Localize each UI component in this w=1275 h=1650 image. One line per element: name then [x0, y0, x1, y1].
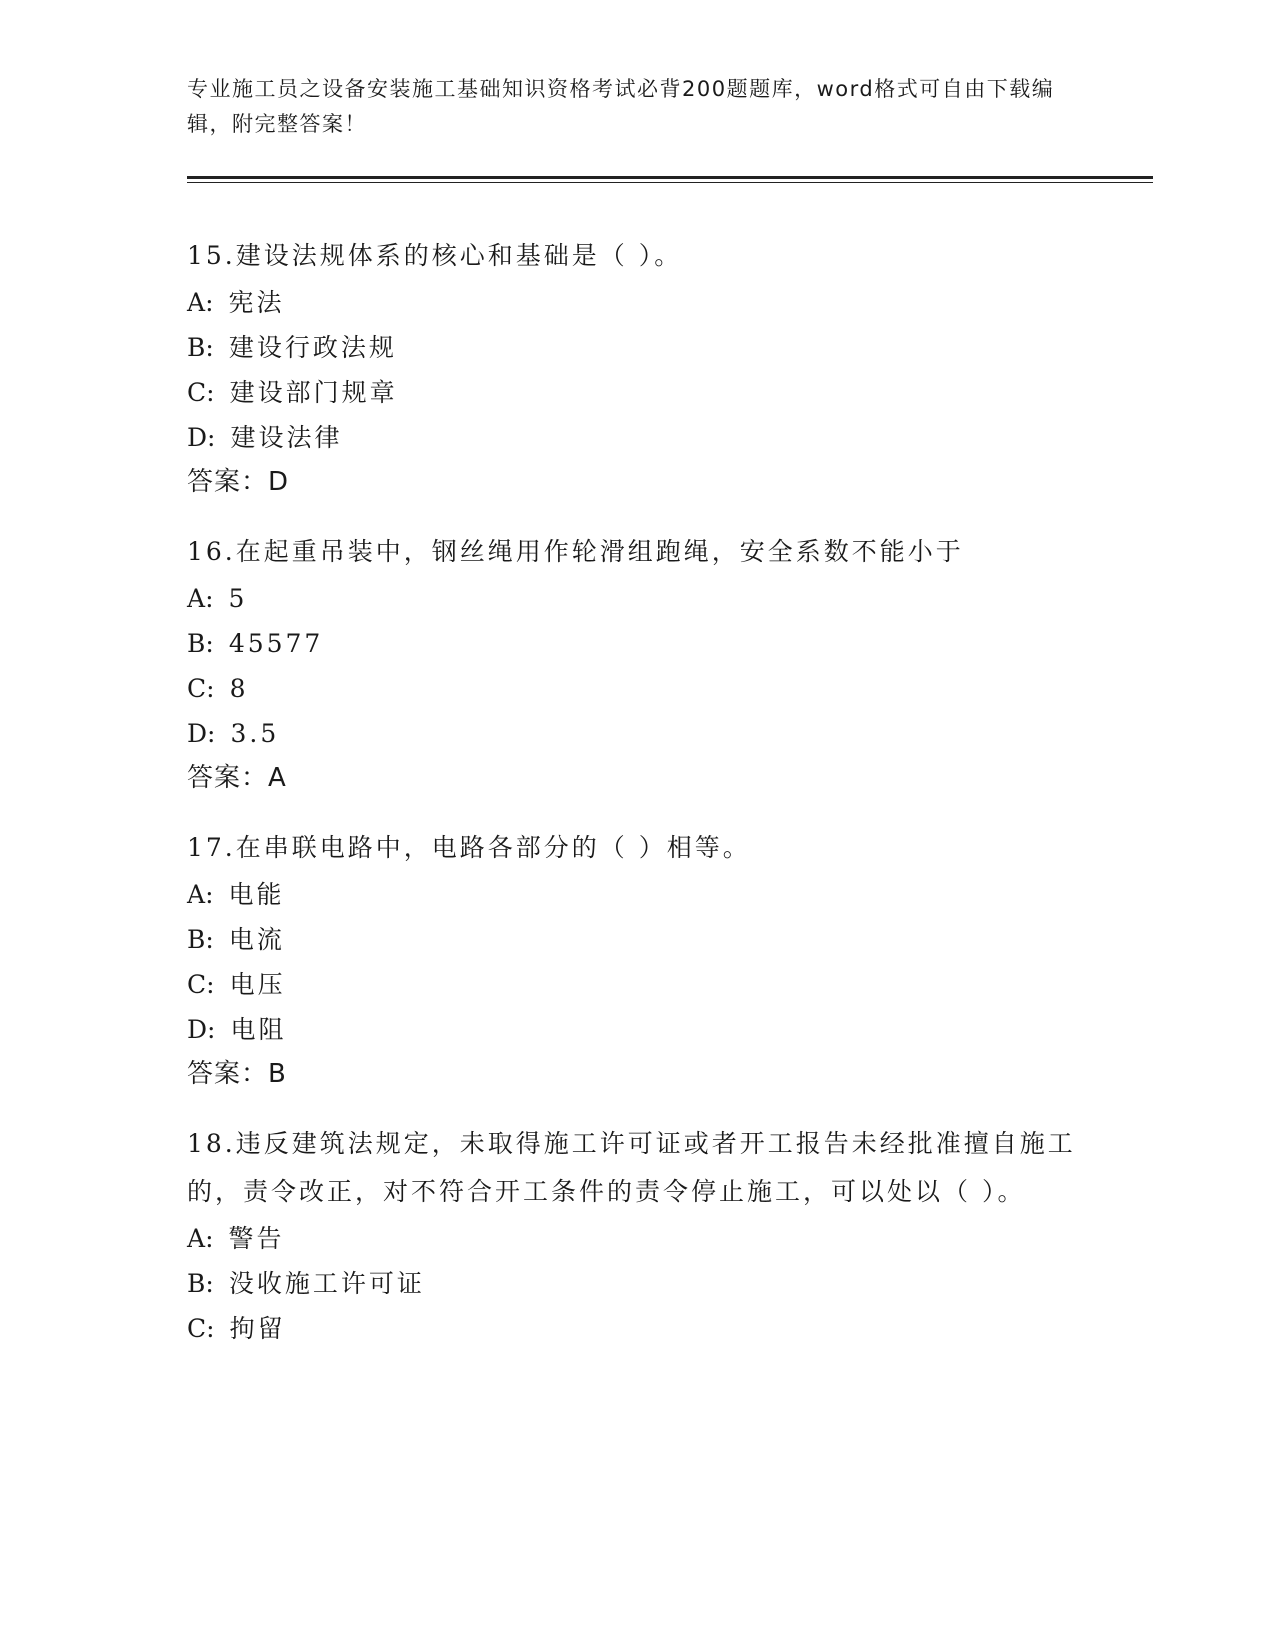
option-d: D: 建设法律 — [187, 423, 343, 452]
answer-label: 答案：A — [187, 763, 287, 793]
question-stem: 15.建设法规体系的核心和基础是（ ）。 — [187, 241, 683, 270]
option-c: C: 建设部门规章 — [187, 378, 398, 407]
question-list — [187, 232, 1087, 1374]
option-c: C: 拘留 — [187, 1314, 286, 1343]
option-a: A: 电能 — [187, 880, 285, 909]
option-d: D: 3.5 — [187, 719, 280, 748]
question-18 — [187, 1120, 1087, 1351]
option-b: B: 电流 — [187, 925, 285, 954]
option-b: B: 建设行政法规 — [187, 333, 397, 362]
option-d: D: 电阻 — [187, 1015, 287, 1044]
option-c: C: 8 — [187, 674, 249, 703]
question-stem: 17.在串联电路中，电路各部分的（ ）相等。 — [187, 833, 751, 862]
option-c: C: 电压 — [187, 970, 286, 999]
header-divider-thin — [187, 182, 1153, 183]
question-17 — [187, 824, 1087, 1097]
answer-label: 答案：B — [187, 1059, 287, 1089]
option-b: B: 45577 — [187, 629, 324, 658]
option-b: B: 没收施工许可证 — [187, 1269, 425, 1298]
option-a: A: 警告 — [187, 1224, 285, 1253]
question-15 — [187, 232, 1087, 505]
option-a: A: 5 — [187, 584, 248, 613]
document-header: 专业施工员之设备安装施工基础知识资格考试必背200题题库，word格式可自由下载编辑，附完整答案！ — [187, 77, 1055, 136]
question-stem: 16.在起重吊装中，钢丝绳用作轮滑组跑绳，安全系数不能小于 — [187, 537, 964, 566]
question-16 — [187, 528, 1087, 801]
question-stem: 18.违反建筑法规定，未取得施工许可证或者开工报告未经批准擅自施工的，责令改正，对不符合开工条件的责令停止施工，可以处以（ ）。 — [187, 1129, 1076, 1206]
option-a: A: 宪法 — [187, 288, 285, 317]
header-divider-thick — [187, 176, 1153, 179]
answer-label: 答案：D — [187, 467, 290, 497]
